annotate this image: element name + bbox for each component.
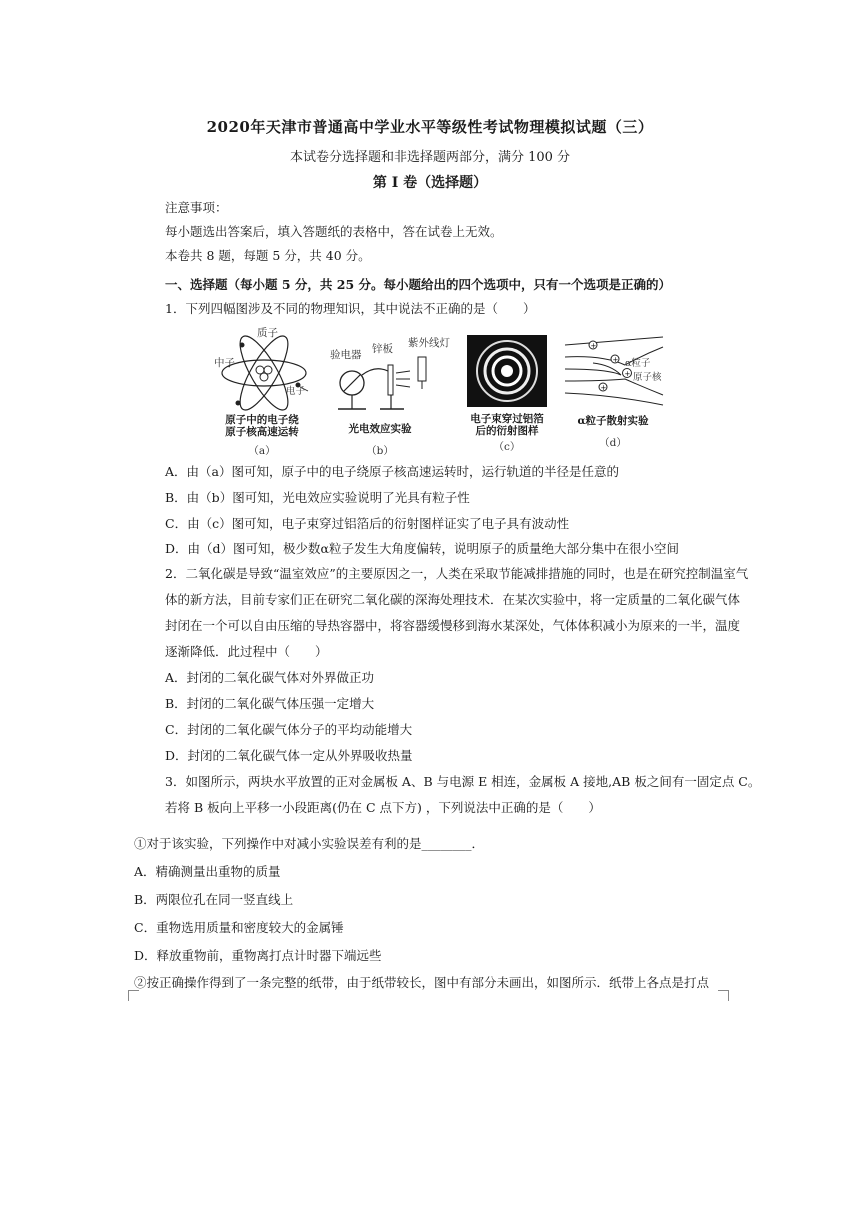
page-title: 2020年天津市普通高中学业水平等级性考试物理模拟试题（三） [206,118,654,136]
section-title: 第 I 卷（选择题） [372,175,488,191]
label-zinc-plate: 锌板 [372,343,393,355]
page-subtitle: 本试卷分选择题和非选择题两部分，满分 100 分 [289,150,571,165]
figure-d [563,335,668,460]
page-corner-mark-right [718,990,729,1001]
figure-b-tag: （b） [366,445,394,457]
figure-a-caption: 原子中的电子绕 原子核高速运转 [225,414,299,438]
svg-text:+: + [624,370,631,378]
page-corner-mark-left [128,990,139,1001]
figure-b-caption: 光电效应实验 [348,423,412,435]
q2-line-3: 封闭在一个可以自由压缩的导热容器中，将容器缓慢移到海水某深处，气体体积减小为原来的一半，温度 [165,618,741,633]
q1-option-a: A．由（a）图可知，原子中的电子绕原子核高速运转时，运行轨道的半径是任意的 [165,464,619,479]
label-electron: 电子 [286,386,306,397]
notes-heading: 注意事项： [165,200,228,215]
notes-line-2: 本卷共 8 题，每题 5 分，共 40 分。 [165,248,371,263]
experiment-option-b: B．两限位孔在同一竖直线上 [134,892,294,907]
experiment-item-2: ②按正确操作得到了一条完整的纸带，由于纸带较长，图中有部分未画出，如图所示．纸带上各点是打点 [134,975,710,990]
figure-a-tag: （a） [248,445,276,457]
figure-c-tag: （c） [493,441,521,453]
label-alpha-particle: α粒子 [625,358,651,369]
q1-option-b: B．由（b）图可知，光电效应实验说明了光具有粒子性 [165,490,470,505]
label-uv-lamp: 紫外线灯 [408,337,450,349]
experiment-option-c: C．重物选用质量和密度较大的金属锤 [134,920,344,935]
q2-line-2: 体的新方法，目前专家们正在研究二氧化碳的深海处理技术．在某次实验中，将一定质量的二氧化碳气体 [165,592,741,607]
q2-line-4: 逐渐降低．此过程中（ ） [165,644,328,659]
figure-c-caption: 电子束穿过铝箔 后的衍射图样 [470,413,544,437]
q2-option-d: D．封闭的二氧化碳气体一定从外界吸收热量 [165,748,413,763]
label-nucleus: 原子核 [633,372,662,383]
q2-option-c: C．封闭的二氧化碳气体分子的平均动能增大 [165,722,413,737]
figure-b [330,335,455,460]
q3-line-1: 3．如图所示，两块水平放置的正对金属板 A、B 与电源 E 相连，金属板 A 接地,AB 板之间有一固定点 C。 [165,774,761,789]
experiment-option-d: D．释放重物前，重物离打点计时器下端远些 [134,948,382,963]
q2-option-a: A．封闭的二氧化碳气体对外界做正功 [165,670,375,685]
diffraction-pattern [467,335,547,407]
figure-d-tag: （d） [599,437,627,449]
svg-text:+: + [612,356,619,364]
q1-stem: 1．下列四幅图涉及不同的物理知识，其中说法不正确的是（ ） [165,301,536,316]
experiment-item-1: ①对于该实验，下列操作中对减小实验误差有利的是________． [134,836,485,851]
svg-text:+: + [590,342,597,350]
q2-option-b: B．封闭的二氧化碳气体压强一定增大 [165,696,375,711]
notes-line-1: 每小题选出答案后，填入答题纸的表格中，答在试卷上无效。 [165,224,503,239]
part1-heading: 一、选择题（每小题 5 分，共 25 分。每小题给出的四个选项中，只有一个选项是正确的） [165,277,672,292]
label-proton: 质子 [257,327,278,339]
label-neutron: 中子 [214,357,235,369]
experiment-option-a: A．精确测量出重物的质量 [134,864,281,879]
label-electroscope: 验电器 [330,349,362,361]
figure-a [212,325,312,460]
q2-line-1: 2．二氧化碳是导致“温室效应”的主要原因之一，人类在采取节能减排措施的同时，也是在研究控制温室气 [165,566,749,581]
figure-c [462,335,552,460]
q1-option-c: C．由（c）图可知，电子束穿过铝箔后的衍射图样证实了电子具有波动性 [165,516,570,531]
svg-text:+: + [600,384,607,392]
q3-line-2: 若将 B 板向上平移一小段距离(仍在 C 点下方) ，下列说法中正确的是（ ） [165,800,601,815]
figure-d-caption: α粒子散射实验 [577,415,649,427]
q1-option-d: D．由（d）图可知，极少数α粒子发生大角度偏转，说明原子的质量绝大部分集中在很小空间 [165,541,679,556]
